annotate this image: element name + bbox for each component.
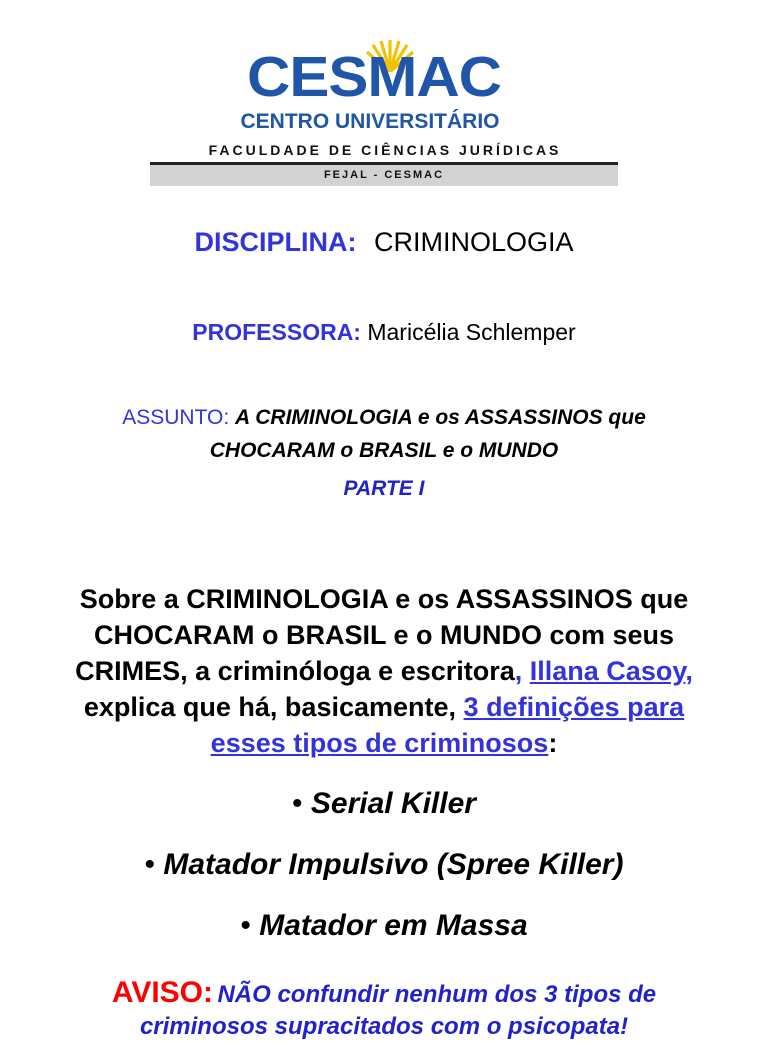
- definition-text: Serial Killer: [310, 787, 476, 820]
- definitions-link-b[interactable]: esses tipos de criminosos: [210, 728, 549, 758]
- professora-line: [0, 316, 768, 348]
- bullet: •: [240, 909, 251, 942]
- disciplina-label: DISCIPLINA:: [194, 227, 357, 257]
- intro-line-5: [0, 725, 768, 761]
- logo-faculty: FACULDADE DE CIÊNCIAS JURÍDICAS: [208, 142, 562, 158]
- intro-line-4-text: explica que há, basicamente,: [83, 692, 457, 722]
- intro-line-1: Sobre a CRIMINOLOGIA e os ASSASSINOS que: [79, 584, 689, 614]
- cesmac-logo: [150, 38, 620, 188]
- intro-line-3-text: CRIMES, a criminóloga e escritora: [75, 656, 515, 686]
- assunto-text-2: CHOCARAM o BRASIL e o MUNDO: [209, 439, 559, 462]
- intro-line-3: CRIMES, a criminóloga e escritora, Illana Casoy,: [75, 656, 693, 686]
- assunto-text-1: A CRIMINOLOGIA e os ASSASSINOS que: [235, 406, 646, 429]
- professora-value: Maricélia Schlemper: [367, 319, 576, 345]
- intro-line-3-end: ,: [685, 656, 693, 686]
- definition-text: Matador Impulsivo (Spree Killer): [163, 848, 624, 881]
- intro-line-4: [0, 689, 768, 725]
- parte-label: PARTE I: [343, 477, 425, 500]
- bullet: •: [144, 848, 156, 881]
- assunto-block: [0, 401, 768, 467]
- aviso-line: [0, 974, 768, 1017]
- definition-item: [0, 845, 768, 885]
- definition-item: [0, 784, 768, 824]
- logo-subtitle: CENTRO UNIVERSITÁRIO: [240, 110, 500, 133]
- logo-band: FEJAL - CESMAC: [150, 165, 618, 186]
- aviso-label: AVISO:: [111, 976, 213, 1009]
- assunto-label: ASSUNTO:: [122, 406, 230, 429]
- intro-line-5-end: :: [548, 728, 558, 758]
- aviso-text-2: criminosos supracitados com o psicopata!: [139, 1013, 629, 1040]
- disciplina-line: [0, 224, 768, 260]
- bullet: •: [292, 787, 303, 820]
- author-link[interactable]: Illana Casoy: [529, 656, 686, 686]
- definitions-link-a[interactable]: 3 definições para: [463, 692, 685, 722]
- aviso-text: NÃO confundir nenhum dos 3 tipos de: [217, 981, 657, 1008]
- professora-label: PROFESSORA:: [192, 319, 361, 345]
- logo-wordmark: CESMAC: [246, 44, 501, 109]
- disciplina-value: CRIMINOLOGIA: [373, 227, 574, 257]
- assunto-line-1: [0, 401, 768, 434]
- definition-item: [0, 906, 768, 946]
- intro-line-2: CHOCARAM o BRASIL e o MUNDO com seus: [93, 620, 675, 650]
- intro-paragraph: [0, 581, 768, 761]
- definition-text: Matador em Massa: [259, 909, 528, 942]
